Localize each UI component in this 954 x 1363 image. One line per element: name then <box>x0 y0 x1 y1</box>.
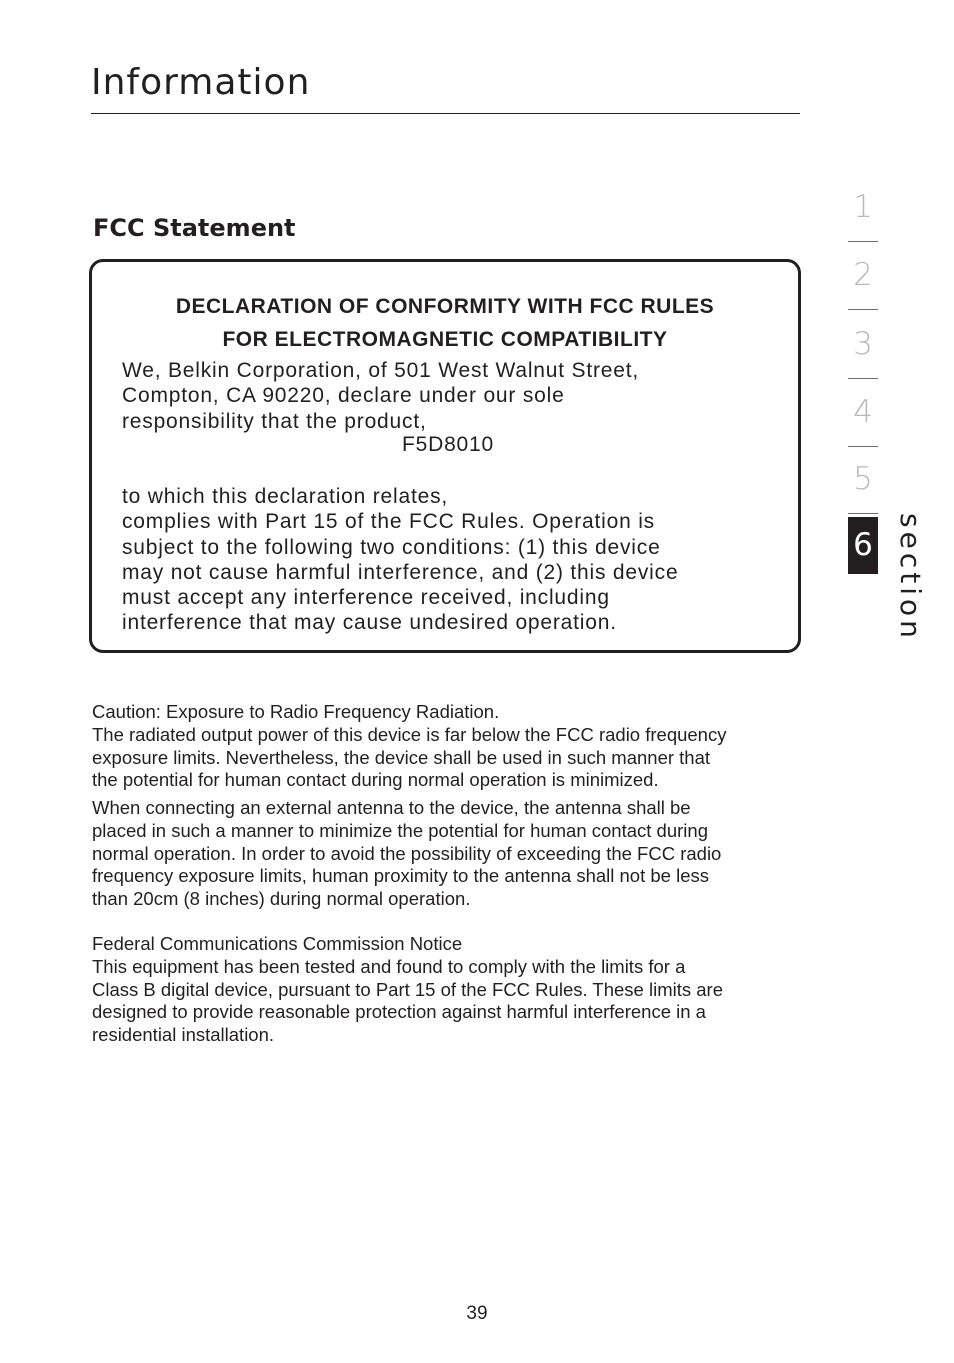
declaration-intro <box>122 358 782 434</box>
declaration-box <box>89 259 801 653</box>
section-tab-1[interactable] <box>848 182 878 242</box>
antenna-line: than 20cm (8 inches) during normal operation. <box>92 888 471 910</box>
caution-line: the potential for human contact during normal operation is minimized. <box>92 769 659 791</box>
caution-line: exposure limits. Nevertheless, the device shall be used in such manner that <box>92 746 711 768</box>
title-divider <box>91 113 800 114</box>
section-tab-label: 2 <box>853 257 873 293</box>
section-tab-label: 4 <box>853 394 873 430</box>
caution-line: Caution: Exposure to Radio Frequency Radiation. <box>92 701 500 722</box>
caution-line: The radiated output power of this device is far below the FCC radio frequency <box>92 723 727 745</box>
section-tab-6-active[interactable] <box>848 517 878 574</box>
section-tab-label: 6 <box>853 527 873 563</box>
declaration-body-line: interference that may cause undesired operation. <box>122 611 617 635</box>
declaration-body-line: complies with Part 15 of the FCC Rules. Operation is <box>122 510 655 534</box>
declaration-heading-line1: DECLARATION OF CONFORMITY WITH FCC RULES <box>175 295 715 318</box>
page-title: Information <box>91 62 311 103</box>
fcc-notice-line: This equipment has been tested and found to comply with the limits for a <box>92 955 686 977</box>
antenna-line: normal operation. In order to avoid the possibility of exceeding the FCC radio <box>92 842 722 864</box>
caution-paragraph <box>92 701 804 792</box>
section-tab-3[interactable] <box>848 319 878 379</box>
fcc-notice-line: Federal Communications Commission Notice <box>92 933 463 954</box>
declaration-body-line: must accept any interference received, including <box>122 586 610 610</box>
declaration-intro-line: We, Belkin Corporation, of 501 West Walnut Street, <box>122 359 640 382</box>
declaration-intro-line: Compton, CA 90220, declare under our sole <box>122 384 565 408</box>
fcc-notice-line: residential installation. <box>92 1024 275 1046</box>
fcc-notice-line: designed to provide reasonable protection against harmful interference in a <box>92 1001 706 1023</box>
declaration-intro-line: responsibility that the product, <box>122 409 427 433</box>
declaration-body-line: to which this declaration relates, <box>122 485 449 508</box>
page-number: 39 <box>466 1303 488 1324</box>
fcc-statement-heading: FCC Statement <box>93 214 296 242</box>
fcc-notice-line: Class B digital device, pursuant to Part 15 of the FCC Rules. These limits are <box>92 978 723 1000</box>
product-model: F5D8010 <box>402 433 494 456</box>
section-tab-4[interactable] <box>848 387 878 447</box>
section-tab-2[interactable] <box>848 250 878 310</box>
declaration-heading-line2: FOR ELECTROMAGNETIC COMPATIBILITY <box>222 328 668 351</box>
section-tab-label: 1 <box>853 189 873 225</box>
antenna-line: frequency exposure limits, human proximity to the antenna shall not be less <box>92 865 709 887</box>
section-tab-label: 5 <box>853 461 873 497</box>
fcc-notice-paragraph <box>92 933 804 1047</box>
declaration-body-line: subject to the following two conditions: (1) this device <box>122 535 661 559</box>
section-label: section <box>894 513 927 642</box>
declaration-body <box>122 484 782 636</box>
section-tab-5[interactable] <box>848 454 878 514</box>
declaration-body-line: may not cause harmful interference, and (2) this device <box>122 560 679 584</box>
section-tab-label: 3 <box>853 326 873 362</box>
antenna-line: placed in such a manner to minimize the potential for human contact during <box>92 819 708 841</box>
antenna-paragraph <box>92 797 804 911</box>
antenna-line: When connecting an external antenna to the device, the antenna shall be <box>92 797 691 818</box>
